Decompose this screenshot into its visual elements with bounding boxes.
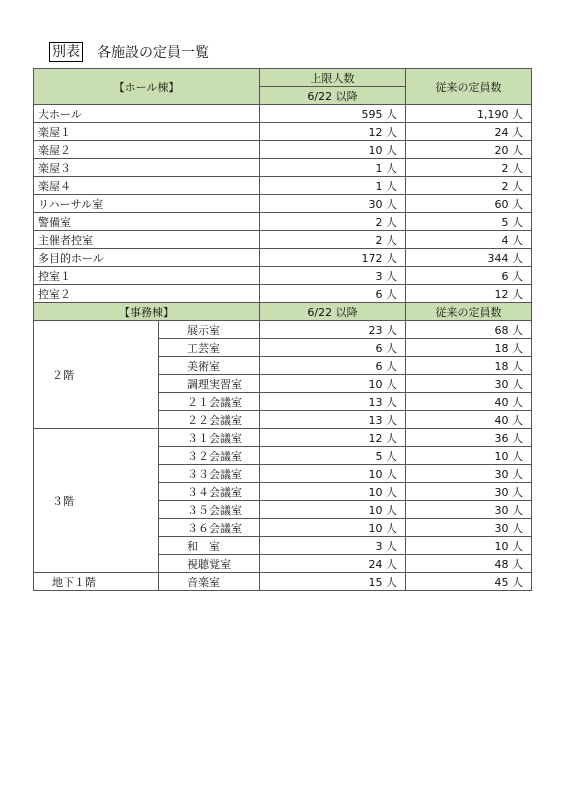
limit-value: 10 人: [260, 483, 406, 501]
room-name: ３６会議室: [159, 519, 260, 537]
table-row: [34, 123, 532, 141]
prev-value: 10 人: [406, 447, 532, 465]
prev-value: 6 人: [406, 267, 532, 285]
prev-value: 5 人: [406, 213, 532, 231]
prev-value: 4 人: [406, 231, 532, 249]
prev-value: 10 人: [406, 537, 532, 555]
prev-value: 30 人: [406, 501, 532, 519]
table-row: [34, 267, 532, 285]
room-name: 楽屋１: [34, 123, 260, 141]
prev-value: 24 人: [406, 123, 532, 141]
capacity-table: [33, 68, 532, 591]
room-name: ３３会議室: [159, 465, 260, 483]
table-row: [34, 249, 532, 267]
prev-value: 18 人: [406, 357, 532, 375]
room-name: 音楽室: [159, 573, 260, 591]
room-name: 楽屋４: [34, 177, 260, 195]
limit-value: 6 人: [260, 357, 406, 375]
limit-value: 3 人: [260, 537, 406, 555]
limit-value: 3 人: [260, 267, 406, 285]
prev-value: 48 人: [406, 555, 532, 573]
table-row: [34, 105, 532, 123]
prev-value: 1,190 人: [406, 105, 532, 123]
prev-value: 12 人: [406, 285, 532, 303]
room-name: 主催者控室: [34, 231, 260, 249]
hall-col-limit-header: 上限人数: [260, 69, 406, 87]
hall-col-prev-header: 従来の定員数: [406, 69, 532, 105]
table-row: [34, 285, 532, 303]
prev-value: 2 人: [406, 177, 532, 195]
prev-value: 30 人: [406, 519, 532, 537]
limit-value: 595 人: [260, 105, 406, 123]
room-name: 大ホール: [34, 105, 260, 123]
room-name: ３１会議室: [159, 429, 260, 447]
prev-value: 2 人: [406, 159, 532, 177]
hall-section-header: 【ホール棟】: [34, 69, 260, 105]
limit-value: 2 人: [260, 231, 406, 249]
limit-value: 6 人: [260, 285, 406, 303]
room-name: 控室１: [34, 267, 260, 285]
prev-value: 344 人: [406, 249, 532, 267]
table-row: [34, 141, 532, 159]
limit-value: 13 人: [260, 393, 406, 411]
prev-value: 30 人: [406, 483, 532, 501]
room-name: 展示室: [159, 321, 260, 339]
room-name: 控室２: [34, 285, 260, 303]
limit-value: 6 人: [260, 339, 406, 357]
limit-value: 24 人: [260, 555, 406, 573]
room-name: 和 室: [159, 537, 260, 555]
room-name: ３５会議室: [159, 501, 260, 519]
table-row: [34, 429, 532, 447]
limit-value: 15 人: [260, 573, 406, 591]
room-name: 多目的ホール: [34, 249, 260, 267]
table-row: [34, 195, 532, 213]
limit-value: 12 人: [260, 429, 406, 447]
limit-value: 10 人: [260, 501, 406, 519]
table-row: [34, 321, 532, 339]
prev-value: 40 人: [406, 411, 532, 429]
title-text: 各施設の定員一覧: [97, 45, 209, 61]
limit-value: 1 人: [260, 177, 406, 195]
hall-date-subheader: 6/22 以降: [260, 87, 406, 105]
room-name: 調理実習室: [159, 375, 260, 393]
room-name: ３２会議室: [159, 447, 260, 465]
room-name: 楽屋２: [34, 141, 260, 159]
limit-value: 10 人: [260, 375, 406, 393]
prev-value: 30 人: [406, 375, 532, 393]
room-name: ２１会議室: [159, 393, 260, 411]
limit-value: 13 人: [260, 411, 406, 429]
room-name: 楽屋３: [34, 159, 260, 177]
floor-label: ３階: [34, 429, 159, 573]
prev-value: 36 人: [406, 429, 532, 447]
prev-value: 18 人: [406, 339, 532, 357]
prev-value: 68 人: [406, 321, 532, 339]
table-row: [34, 213, 532, 231]
office-header-row: [34, 303, 532, 321]
room-name: 美術室: [159, 357, 260, 375]
table-row: [34, 177, 532, 195]
floor-label: ２階: [34, 321, 159, 429]
room-name: ３４会議室: [159, 483, 260, 501]
page-title: [49, 42, 209, 62]
limit-value: 10 人: [260, 519, 406, 537]
room-name: 警備室: [34, 213, 260, 231]
limit-value: 2 人: [260, 213, 406, 231]
floor-label: 地下１階: [34, 573, 159, 591]
limit-value: 10 人: [260, 465, 406, 483]
prev-value: 20 人: [406, 141, 532, 159]
table-row: [34, 159, 532, 177]
room-name: 視聴覚室: [159, 555, 260, 573]
table-row: [34, 231, 532, 249]
office-section-header: 【事務棟】: [34, 303, 260, 321]
prev-value: 45 人: [406, 573, 532, 591]
limit-value: 23 人: [260, 321, 406, 339]
limit-value: 10 人: [260, 141, 406, 159]
table-row: [34, 573, 532, 591]
limit-value: 5 人: [260, 447, 406, 465]
title-box-label: 別表: [49, 42, 83, 62]
hall-header-row: [34, 69, 532, 87]
limit-value: 1 人: [260, 159, 406, 177]
limit-value: 12 人: [260, 123, 406, 141]
prev-value: 60 人: [406, 195, 532, 213]
limit-value: 30 人: [260, 195, 406, 213]
office-col-limit-header: 6/22 以降: [260, 303, 406, 321]
office-col-prev-header: 従来の定員数: [406, 303, 532, 321]
room-name: ２２会議室: [159, 411, 260, 429]
limit-value: 172 人: [260, 249, 406, 267]
prev-value: 30 人: [406, 465, 532, 483]
room-name: 工芸室: [159, 339, 260, 357]
prev-value: 40 人: [406, 393, 532, 411]
room-name: リハーサル室: [34, 195, 260, 213]
